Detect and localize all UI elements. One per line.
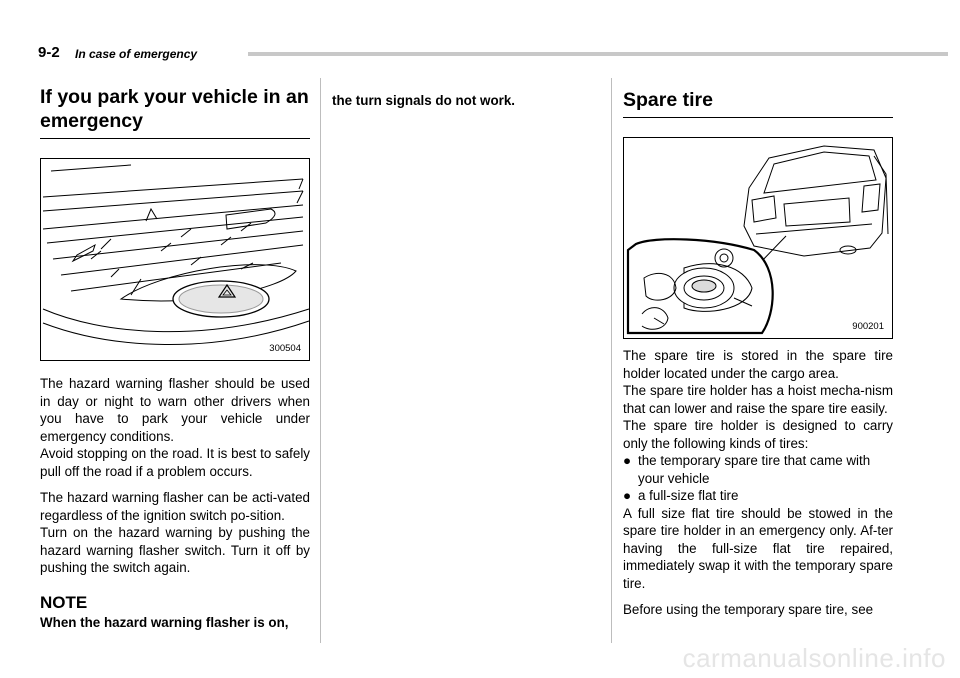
- paragraph: The spare tire holder has a hoist mecha-nism that can lower and raise the spare tire easily.: [623, 383, 893, 416]
- paragraph: The spare tire is stored in the spare tire holder located under the cargo area.: [623, 348, 893, 381]
- column-right: [623, 80, 893, 619]
- bullet-icon: ●: [623, 453, 632, 468]
- note-continuation: the turn signals do not work.: [332, 93, 516, 108]
- note-title: NOTE: [40, 592, 88, 612]
- watermark: carmanualsonline.info: [682, 643, 946, 673]
- bullet-item: [623, 487, 893, 505]
- spare-tire-illustration: [624, 138, 894, 338]
- bullet-text: the temporary spare tire that came with your vehicle: [638, 453, 871, 486]
- column-middle: [332, 80, 592, 110]
- bullet-icon: ●: [623, 488, 632, 503]
- header-rule: [248, 52, 948, 56]
- paragraph: The hazard warning flasher should be used in day or night to warn other drivers when you have to park your vehicle under emergency conditions.: [40, 376, 310, 444]
- heading-park-emergency: If you park your vehicle in an emergency: [40, 85, 310, 139]
- figure-code: 900201: [852, 321, 884, 332]
- hazard-switch-illustration: [41, 159, 311, 360]
- column-divider: [320, 78, 321, 643]
- paragraph: Turn on the hazard warning by pushing the hazard warning flasher switch. Turn it off by pushing the switch again.: [40, 525, 310, 575]
- spare-tire-figure: [623, 137, 893, 339]
- paragraph: The spare tire holder is designed to carry only the following kinds of tires:: [623, 418, 893, 451]
- paragraph: Avoid stopping on the road. It is best to safely pull off the road if a problem occurs.: [40, 446, 310, 479]
- section-title: In case of emergency: [75, 47, 198, 61]
- note-text: When the hazard warning flasher is on,: [40, 614, 289, 630]
- heading-spare-tire: Spare tire: [623, 88, 893, 118]
- page-number: 9-2: [38, 44, 60, 61]
- page-header: [38, 44, 958, 64]
- column-left: [40, 80, 310, 631]
- figure-code: 300504: [269, 343, 301, 354]
- bullet-text: a full-size flat tire: [638, 488, 739, 503]
- paragraph: Before using the temporary spare tire, see: [623, 602, 874, 617]
- column-divider: [611, 78, 612, 643]
- bullet-item: [623, 452, 893, 487]
- paragraph: A full size flat tire should be stowed in the spare tire holder in an emergency only. Af-ter having the full-size flat tire repaired, immediately swap it with the temporary spare tire.: [623, 505, 893, 591]
- paragraph: The hazard warning flasher can be acti-vated regardless of the ignition switch po-sition.: [40, 490, 310, 523]
- hazard-switch-figure: [40, 158, 310, 361]
